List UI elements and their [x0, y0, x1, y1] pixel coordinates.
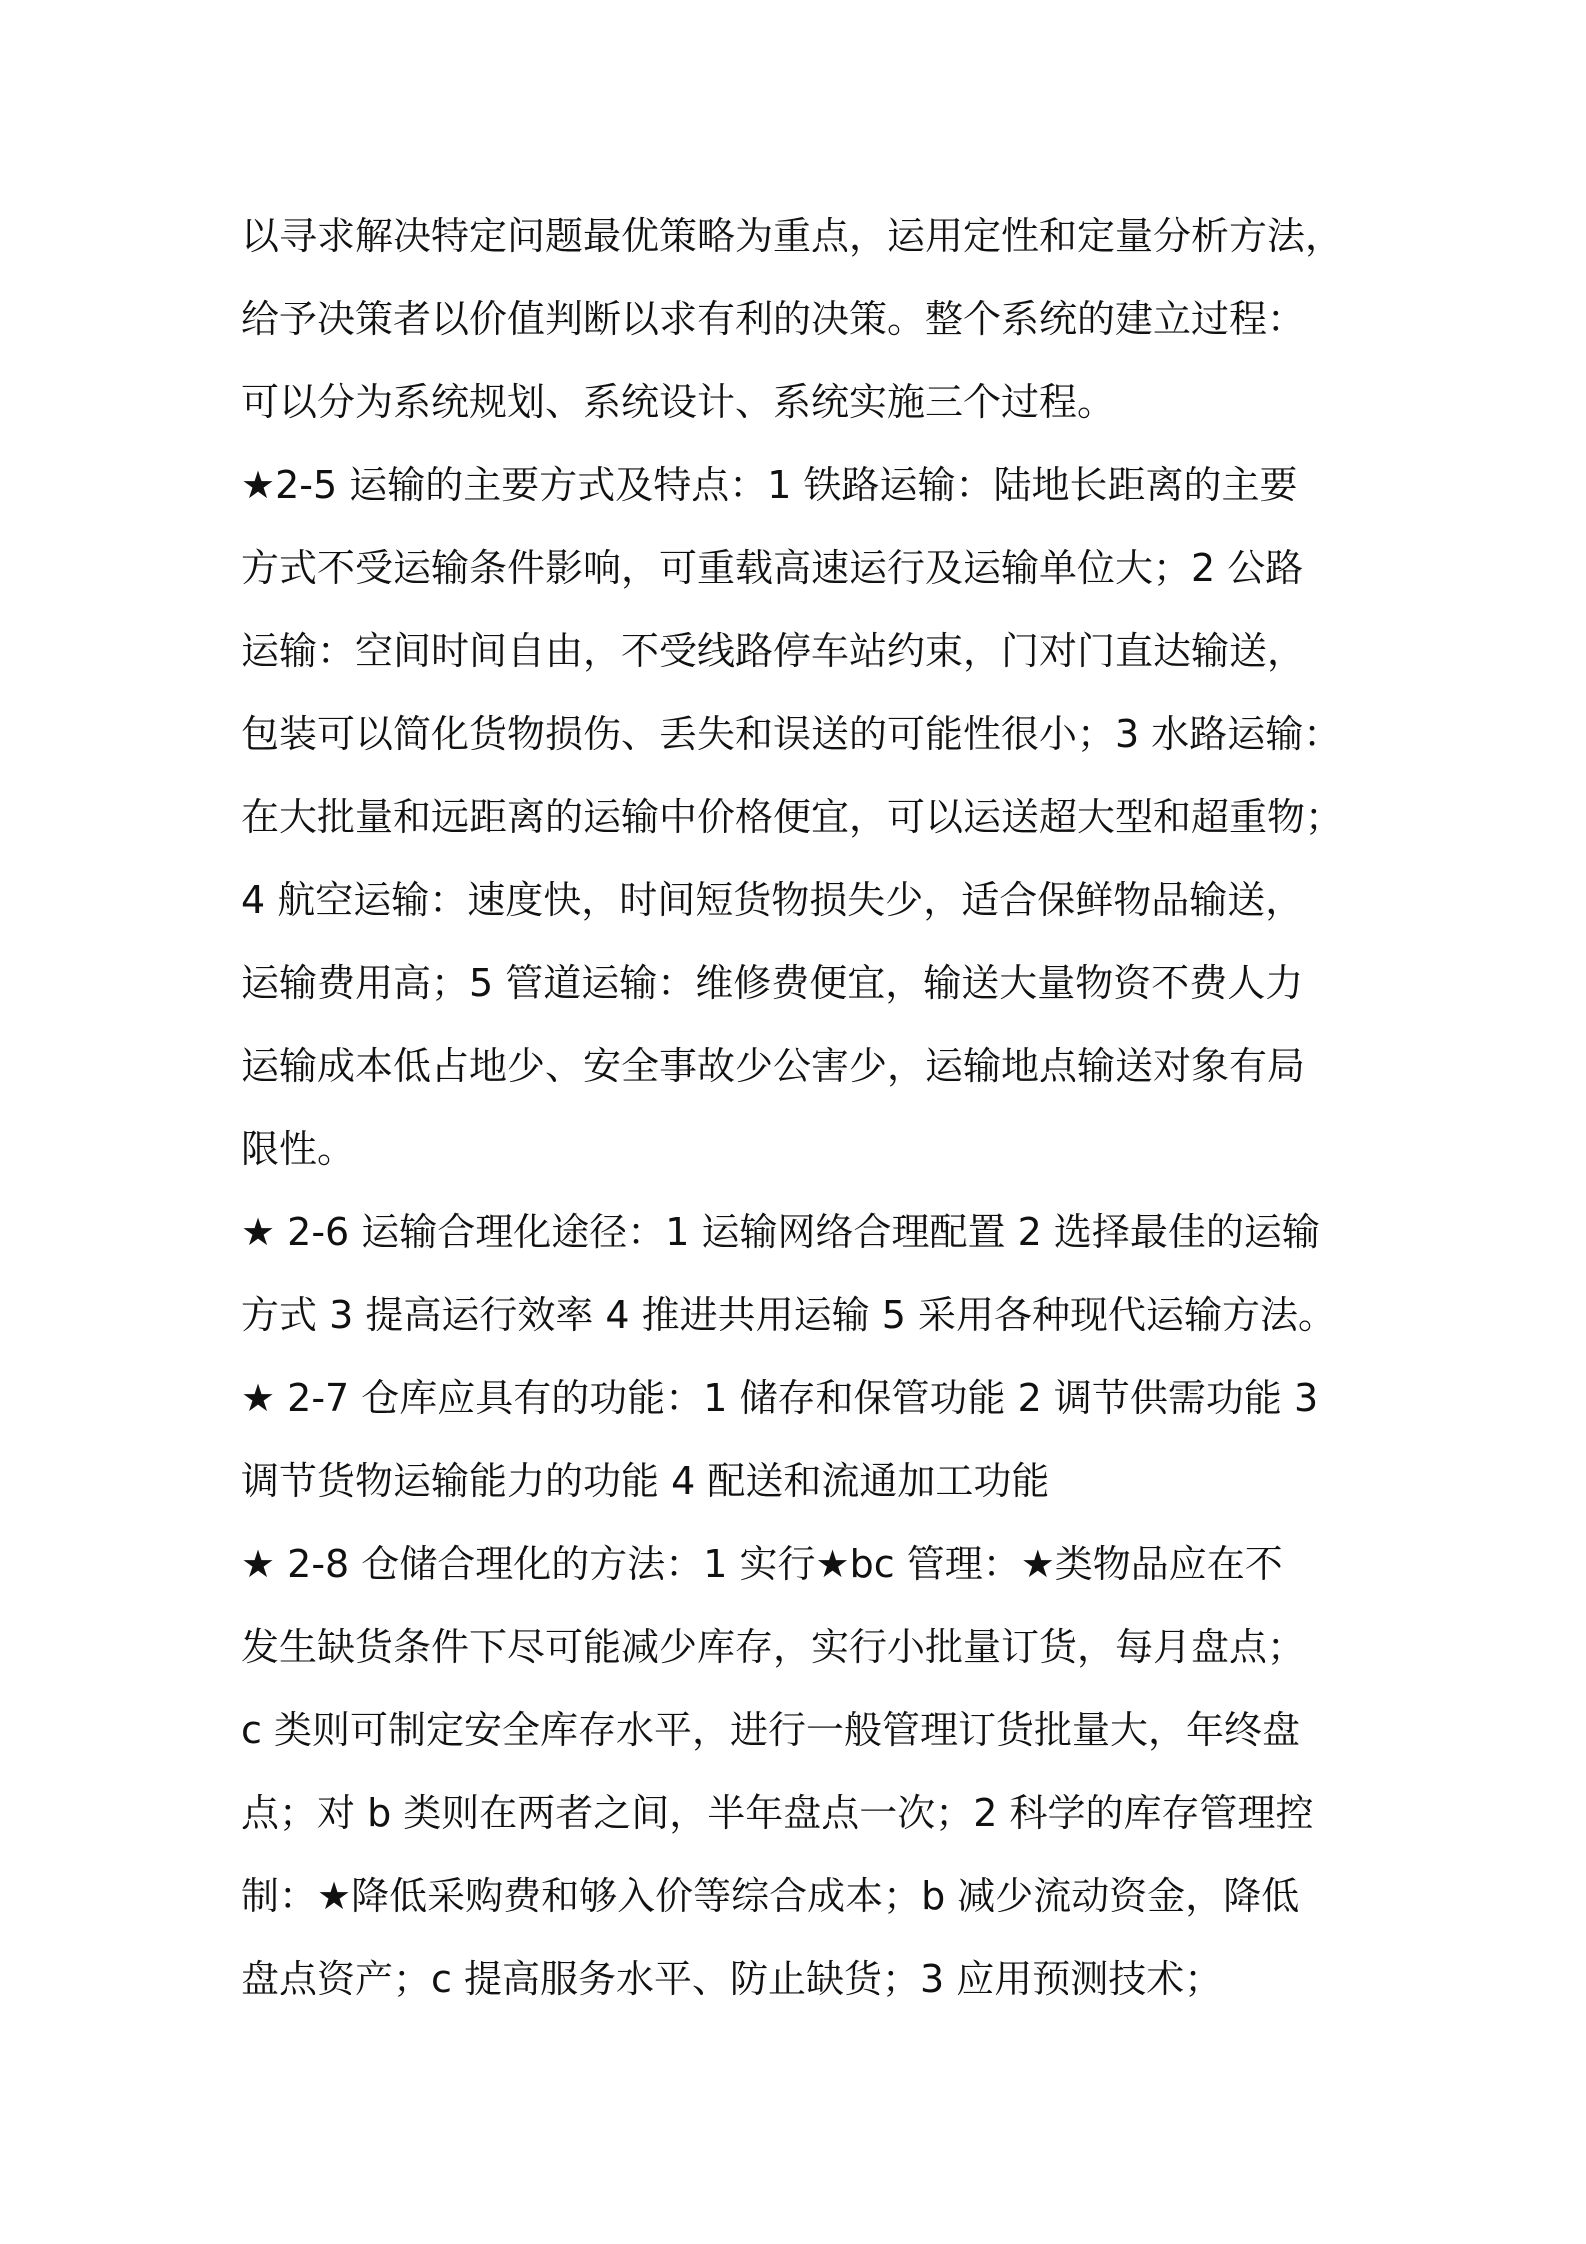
text-line: 可以分为系统规划、系统设计、系统实施三个过程。	[241, 380, 1116, 424]
text-line: 运输：空间时间自由，不受线路停车站约束，门对门直达输送，	[241, 629, 1306, 673]
text-line: 4 航空运输：速度快，时间短货物损失少，适合保鲜物品输送，	[241, 878, 1304, 922]
text-line: 限性。	[241, 1127, 356, 1171]
text-line: 调节货物运输能力的功能 4 配送和流通加工功能	[241, 1459, 1050, 1503]
text-line: 方式 3 提高运行效率 4 推进共用运输 5 采用各种现代运输方法。	[241, 1293, 1337, 1337]
text-line: 在大批量和远距离的运输中价格便宜，可以运送超大型和超重物；	[241, 795, 1344, 839]
text-line: 盘点资产；c 提高服务水平、防止缺货；3 应用预测技术；	[241, 1957, 1223, 2001]
text-line: 运输成本低占地少、安全事故少公害少，运输地点输送对象有局	[241, 1044, 1306, 1088]
text-line: 点；对 b 类则在两者之间，半年盘点一次；2 科学的库存管理控	[241, 1791, 1314, 1835]
text-line: c 类则可制定安全库存水平，进行一般管理订货批量大，年终盘	[241, 1708, 1300, 1752]
text-line: 给予决策者以价值判断以求有利的决策。整个系统的建立过程：	[241, 297, 1306, 341]
text-line: ★ 2-7 仓库应具有的功能：1 储存和保管功能 2 调节供需功能 3	[241, 1376, 1319, 1420]
text-line: 包装可以简化货物损伤、丢失和误送的可能性很小；3 水路运输：	[241, 712, 1342, 756]
text-line: 运输费用高；5 管道运输：维修费便宜，输送大量物资不费人力	[241, 961, 1304, 1005]
text-line: ★ 2-6 运输合理化途径：1 运输网络合理配置 2 选择最佳的运输	[241, 1210, 1320, 1254]
text-line: 发生缺货条件下尽可能减少库存，实行小批量订货，每月盘点；	[241, 1625, 1306, 1669]
text-line: ★ 2-8 仓储合理化的方法：1 实行★bc 管理：★类物品应在不	[241, 1542, 1283, 1586]
text-line: 以寻求解决特定问题最优策略为重点，运用定性和定量分析方法，	[241, 214, 1344, 258]
body-text	[241, 195, 1359, 2021]
text-line: 制：★降低采购费和够入价等综合成本；b 减少流动资金，降低	[241, 1874, 1300, 1918]
text-line: 方式不受运输条件影响，可重载高速运行及运输单位大；2 公路	[241, 546, 1304, 590]
text-line: ★2-5 运输的主要方式及特点：1 铁路运输：陆地长距离的主要	[241, 463, 1298, 507]
